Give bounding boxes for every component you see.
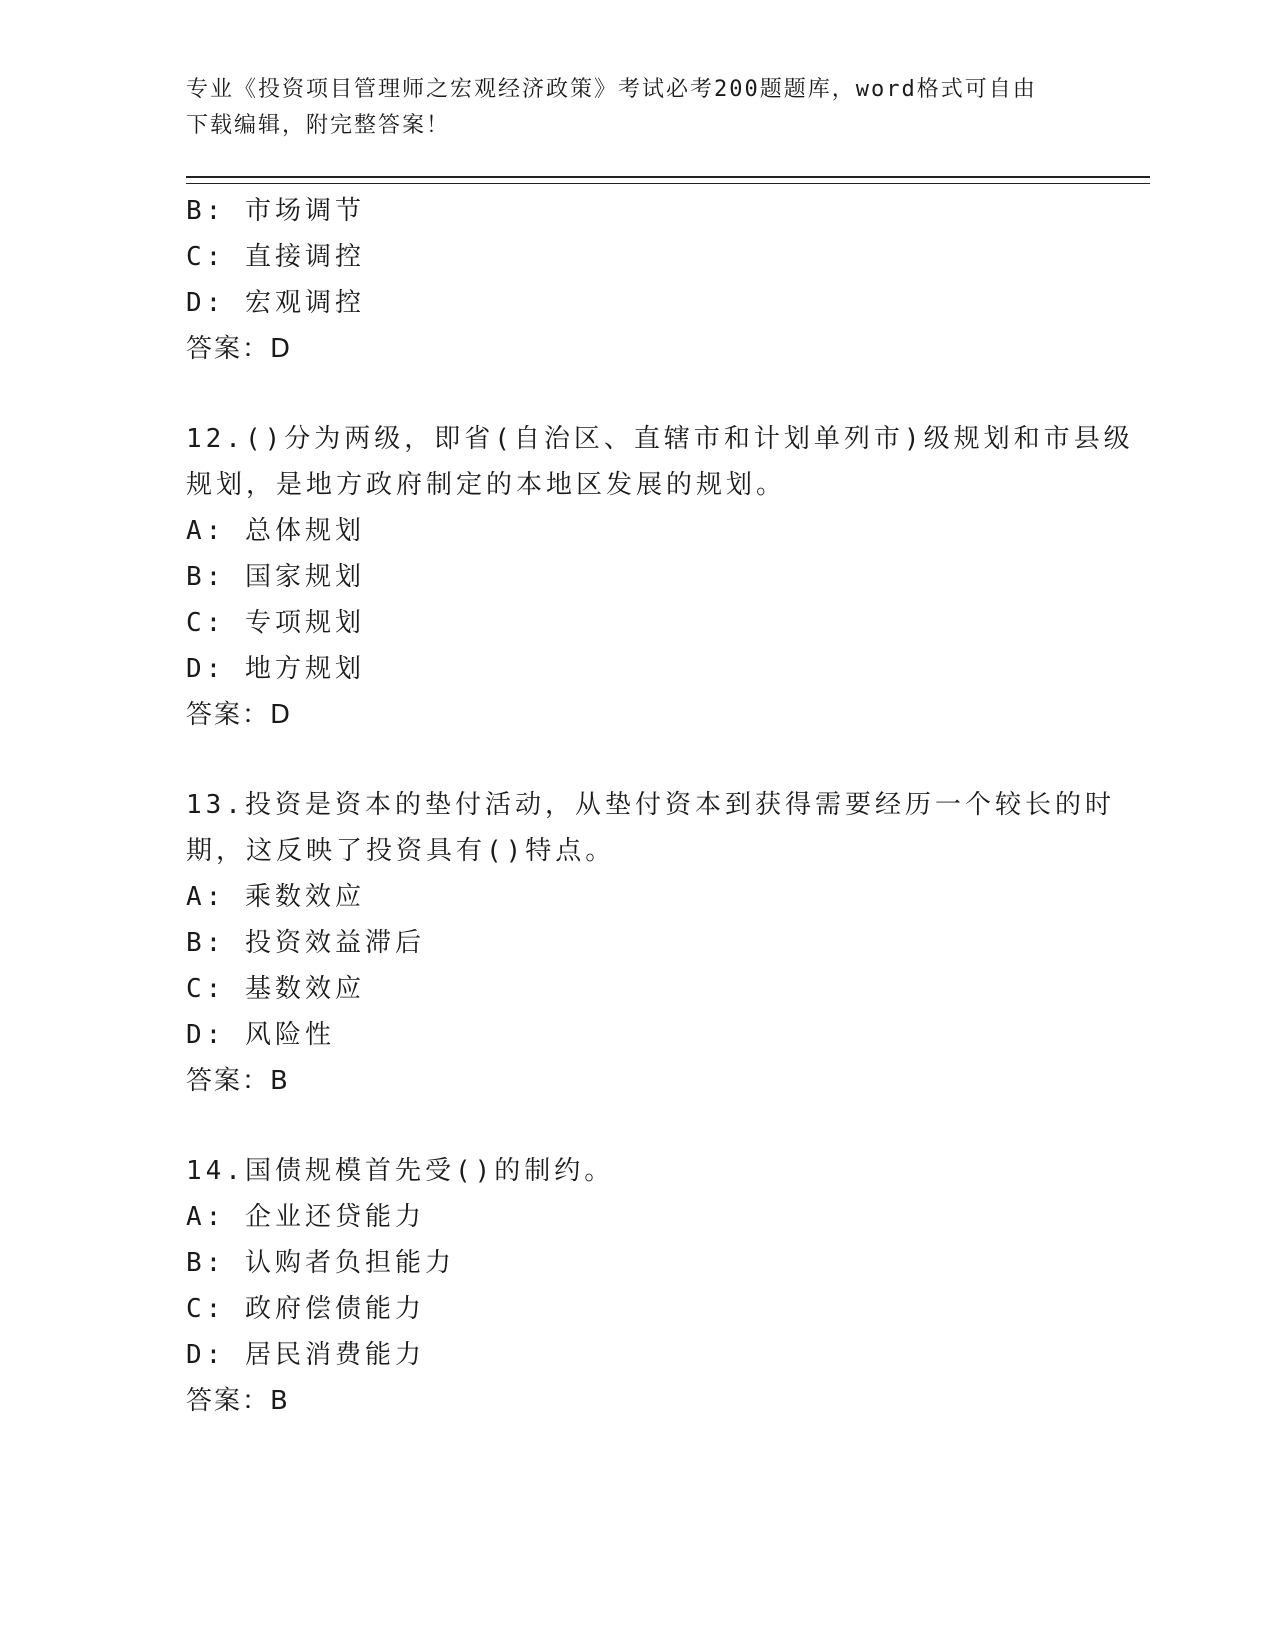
option-b: B: 认购者负担能力 bbox=[186, 1248, 455, 1278]
question-text-line: 期，这反映了投资具有()特点。 bbox=[186, 836, 616, 866]
document-header bbox=[186, 72, 1086, 144]
answer-line: 答案：D bbox=[186, 700, 293, 730]
option-c: C: 专项规划 bbox=[186, 608, 365, 638]
question-14 bbox=[186, 1148, 1086, 1424]
answer-line: 答案：B bbox=[186, 1386, 290, 1416]
question-12 bbox=[186, 416, 1134, 738]
document-body bbox=[186, 188, 1134, 1424]
question-text-line: 12.()分为两级，即省(自治区、直辖市和计划单列市)级规划和市县级 bbox=[186, 424, 1134, 454]
option-a: A: 企业还贷能力 bbox=[186, 1202, 425, 1232]
option-c: C: 直接调控 bbox=[186, 242, 365, 272]
answer-line: 答案：D bbox=[186, 334, 293, 364]
option-a: A: 乘数效应 bbox=[186, 882, 365, 912]
option-d: D: 宏观调控 bbox=[186, 288, 365, 318]
header-line-1: 专业《投资项目管理师之宏观经济政策》考试必考200题题库，word格式可自由 bbox=[186, 77, 1037, 102]
question-text bbox=[186, 416, 1134, 508]
header-divider bbox=[186, 176, 1150, 184]
question-text bbox=[186, 782, 1115, 874]
question-text-line: 规划，是地方政府制定的本地区发展的规划。 bbox=[186, 470, 787, 500]
spacer bbox=[186, 738, 1086, 782]
answer-line: 答案：B bbox=[186, 1066, 290, 1096]
header-line-2: 下载编辑，附完整答案！ bbox=[186, 113, 451, 138]
prev-question-tail bbox=[186, 188, 1086, 372]
option-d: D: 风险性 bbox=[186, 1020, 335, 1050]
option-b: B: 国家规划 bbox=[186, 562, 365, 592]
spacer bbox=[186, 372, 1086, 416]
question-text-line: 14.国债规模首先受()的制约。 bbox=[186, 1156, 615, 1186]
option-c: C: 基数效应 bbox=[186, 974, 365, 1004]
option-a: A: 总体规划 bbox=[186, 516, 365, 546]
option-d: D: 地方规划 bbox=[186, 654, 365, 684]
option-b: B: 投资效益滞后 bbox=[186, 928, 425, 958]
question-text-line: 13.投资是资本的垫付活动，从垫付资本到获得需要经历一个较长的时 bbox=[186, 790, 1115, 820]
option-d: D: 居民消费能力 bbox=[186, 1340, 425, 1370]
question-13 bbox=[186, 782, 1115, 1104]
option-c: C: 政府偿债能力 bbox=[186, 1294, 425, 1324]
question-text bbox=[186, 1148, 1086, 1194]
option-b: B: 市场调节 bbox=[186, 196, 365, 226]
spacer bbox=[186, 1104, 1086, 1148]
